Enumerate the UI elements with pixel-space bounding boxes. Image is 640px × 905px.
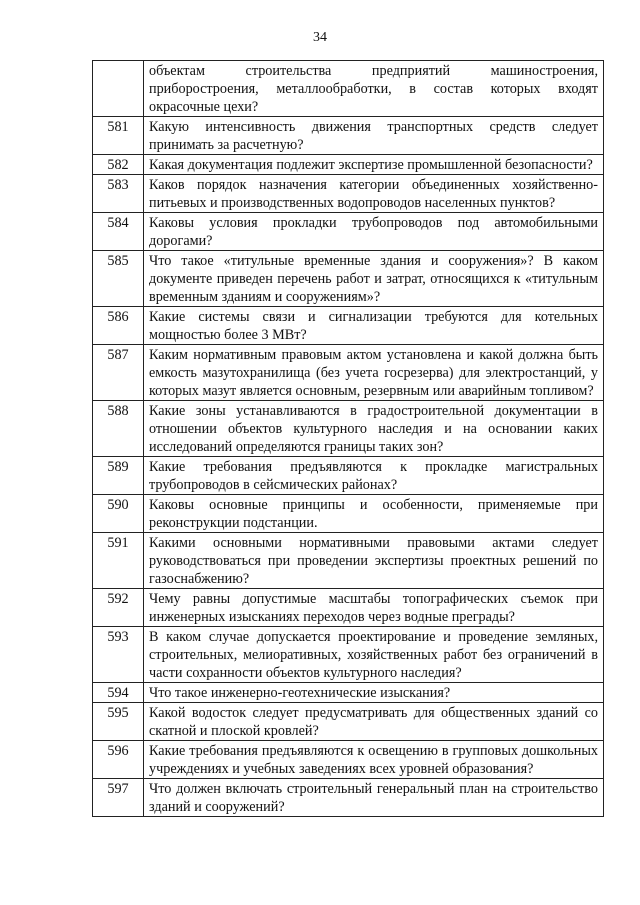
table-row xyxy=(93,457,604,495)
table-row xyxy=(93,589,604,627)
table-row xyxy=(93,779,604,817)
question-text: Что должен включать строительный генеральный план на строительство зданий и сооружений? xyxy=(144,779,604,817)
question-number: 593 xyxy=(93,627,144,683)
question-text: Какая документация подлежит экспертизе промышленной безопасности? xyxy=(144,155,604,175)
question-number: 581 xyxy=(93,117,144,155)
question-text: В каком случае допускается проектирование и проведение земляных, строительных, мелиоративных, хозяйственных работ без ограничений в части сохранности объектов культурного наследия? xyxy=(144,627,604,683)
question-text: Какую интенсивность движения транспортных средств следует принимать за расчетную? xyxy=(144,117,604,155)
question-number: 582 xyxy=(93,155,144,175)
question-text: Чему равны допустимые масштабы топографических съемок при инженерных изысканиях переходов через водные преграды? xyxy=(144,589,604,627)
table-row xyxy=(93,683,604,703)
question-number: 588 xyxy=(93,401,144,457)
question-number: 595 xyxy=(93,703,144,741)
question-text: Какими основными нормативными правовыми актами следует руководствоваться при проведении экспертизы проектных решений по газоснабжению? xyxy=(144,533,604,589)
table-row xyxy=(93,401,604,457)
table-row xyxy=(93,627,604,683)
table-row xyxy=(93,345,604,401)
question-number: 592 xyxy=(93,589,144,627)
table-row xyxy=(93,61,604,117)
question-text: Каковы условия прокладки трубопроводов под автомобильными дорогами? xyxy=(144,213,604,251)
question-text: объектам строительства предприятий машиностроения, приборостроения, металлообработки, в состав которых входят окрасочные цехи? xyxy=(144,61,604,117)
table-row xyxy=(93,703,604,741)
question-number: 596 xyxy=(93,741,144,779)
question-number: 584 xyxy=(93,213,144,251)
table-row xyxy=(93,307,604,345)
question-text: Какие системы связи и сигнализации требуются для котельных мощностью более 3 МВт? xyxy=(144,307,604,345)
question-number: 590 xyxy=(93,495,144,533)
question-number: 597 xyxy=(93,779,144,817)
question-text: Что такое «титульные временные здания и сооружения»? В каком документе приведен перечень работ и затрат, относящихся к «титульным временным зданиям и сооружениям»? xyxy=(144,251,604,307)
table-row xyxy=(93,741,604,779)
table-row xyxy=(93,175,604,213)
questions-table xyxy=(92,60,604,817)
question-text: Каковы основные принципы и особенности, применяемые при реконструкции подстанции. xyxy=(144,495,604,533)
table-row xyxy=(93,155,604,175)
question-number: 591 xyxy=(93,533,144,589)
table-row xyxy=(93,213,604,251)
table-row xyxy=(93,117,604,155)
question-number xyxy=(93,61,144,117)
question-text: Какой водосток следует предусматривать для общественных зданий со скатной и плоской кровлей? xyxy=(144,703,604,741)
question-number: 586 xyxy=(93,307,144,345)
question-text: Какие требования предъявляются к освещению в групповых дошкольных учреждениях и учебных заведениях всех уровней образования? xyxy=(144,741,604,779)
question-text: Что такое инженерно-геотехнические изыскания? xyxy=(144,683,604,703)
question-number: 585 xyxy=(93,251,144,307)
question-text: Каким нормативным правовым актом установлена и какой должна быть емкость мазутохранилища (без учета госрезерва) для электростанций, у которых мазут является основным, резервным или аварийным топливом? xyxy=(144,345,604,401)
page-number: 34 xyxy=(313,30,327,45)
question-text: Какие зоны устанавливаются в градостроительной документации в отношении объектов культурного наследия и на основании каких исследований определяются границы таких зон? xyxy=(144,401,604,457)
table-row xyxy=(93,495,604,533)
question-number: 587 xyxy=(93,345,144,401)
question-number: 589 xyxy=(93,457,144,495)
question-number: 594 xyxy=(93,683,144,703)
question-text: Каков порядок назначения категории объединенных хозяйственно-питьевых и производственных водопроводов населенных пунктов? xyxy=(144,175,604,213)
table-row xyxy=(93,251,604,307)
question-text: Какие требования предъявляются к прокладке магистральных трубопроводов в сейсмических районах? xyxy=(144,457,604,495)
table-row xyxy=(93,533,604,589)
question-number: 583 xyxy=(93,175,144,213)
